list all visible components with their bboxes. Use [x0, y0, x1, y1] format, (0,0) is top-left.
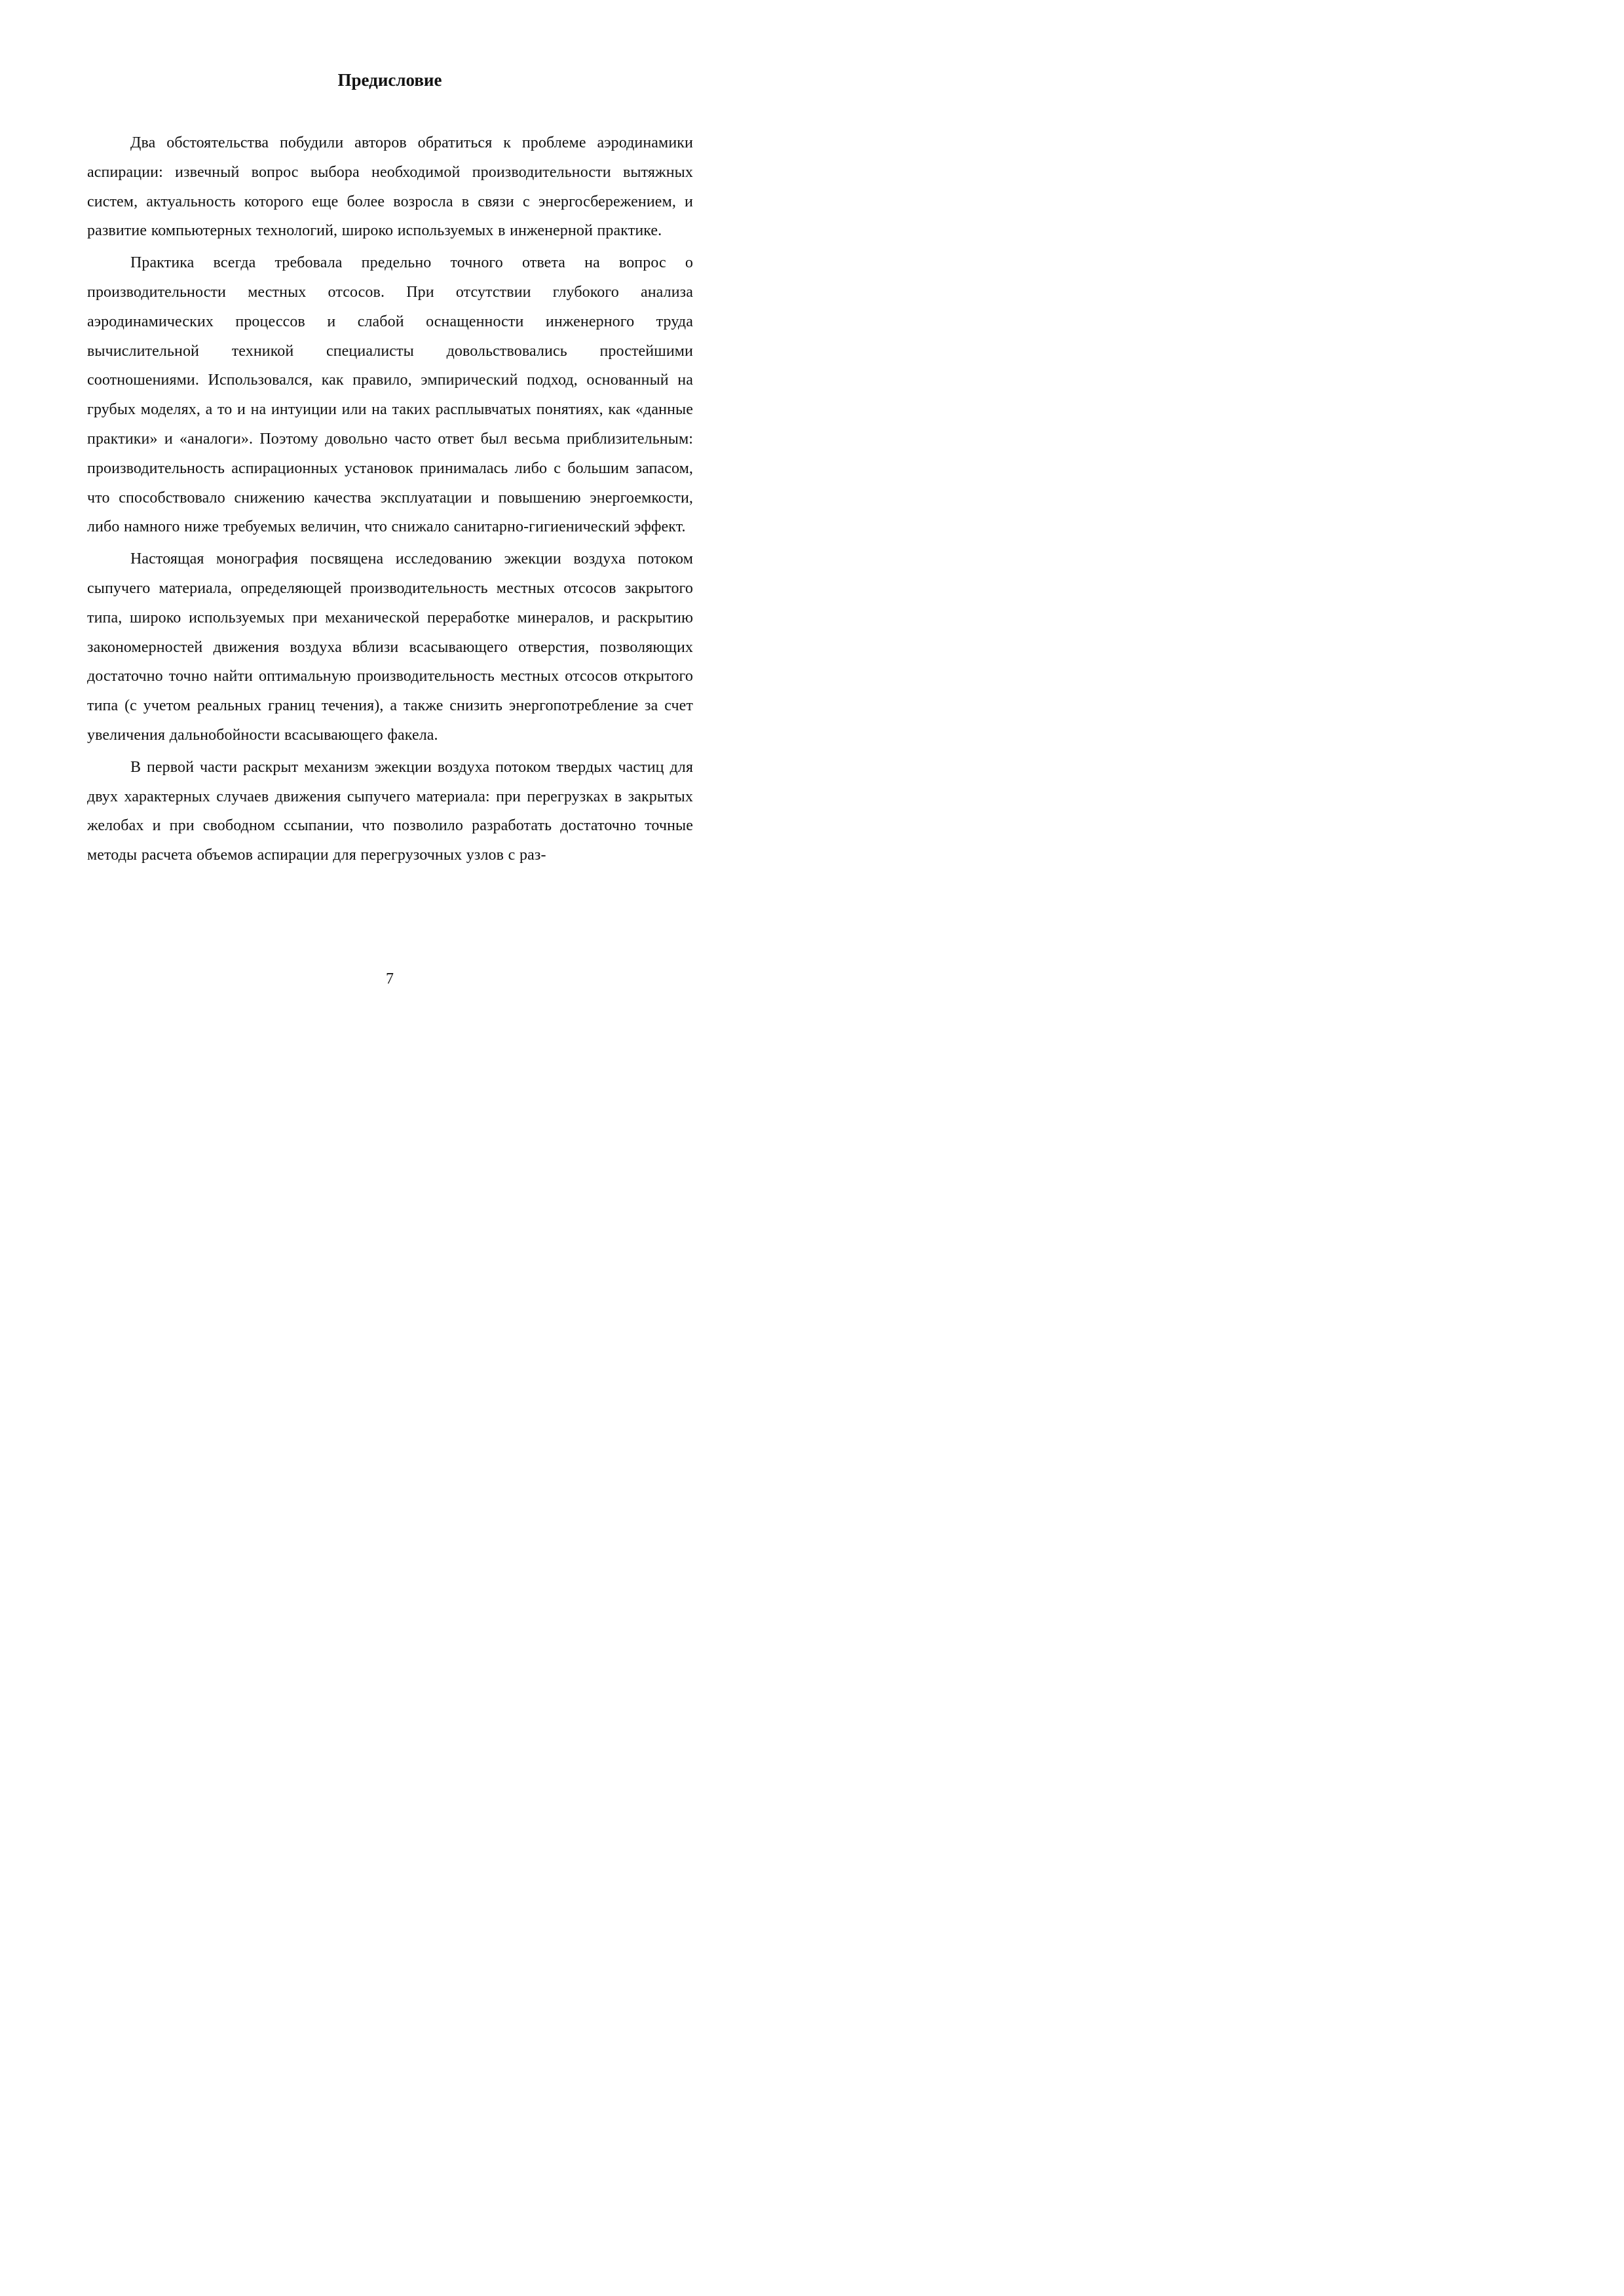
paragraph-3: Настоящая монография посвящена исследованию эжекции воздуха потоком сыпучего материала, определяющей производительность местных отсосов закрытого типа, широко используемых при механической переработке минералов, и раскрытию закономерностей движения воздуха вблизи всасывающего отверстия, позволяющих достаточно точно найти оптимальную производительность местных отсосов открытого типа (с учетом реальных границ течения), а также снизить энергопотребление за счет увеличения дальнобойности всасывающего факела. — [87, 550, 693, 744]
paragraph-2: Практика всегда требовала предельно точного ответа на вопрос о производительности местных отсосов. При отсутствии глубокого анализа аэродинамических процессов и слабой оснащенности инженерного труда вычислительной техникой специалисты довольствовались простейшими соотношениями. Использовался, как правило, эмпирический подход, основанный на грубых моделях, а то и на интуиции или на таких расплывчатых понятиях, как «данные практики» и «аналоги». Поэтому довольно часто ответ был весьма приблизительным: производительность аспирационных установок принималась либо с большим запасом, что способствовало снижению качества эксплуатации и повышению энергоемкости, либо намного ниже требуемых величин, что снижало санитарно-гигиенический эффект. — [87, 254, 693, 536]
page-title: Предисловие — [337, 70, 442, 90]
body-text — [87, 128, 693, 873]
paragraph-4: В первой части раскрыт механизм эжекции воздуха потоком твердых частиц для двух характерных случаев движения сыпучего материала: при перегрузках в закрытых желобах и при свободном ссыпании, что позволило разработать достаточно точные методы расчета объемов аспирации для перегрузочных узлов с раз- — [87, 758, 693, 864]
paragraph-1: Два обстоятельства побудили авторов обратиться к проблеме аэродинамики аспирации: извечный вопрос выбора необходимой производительности вытяжных систем, актуальность которого еще более возросла в связи с энергосбережением, и развитие компьютерных технологий, широко используемых в инженерной практике. — [87, 134, 693, 240]
page-number: 7 — [386, 970, 394, 987]
document-page — [0, 0, 727, 1027]
